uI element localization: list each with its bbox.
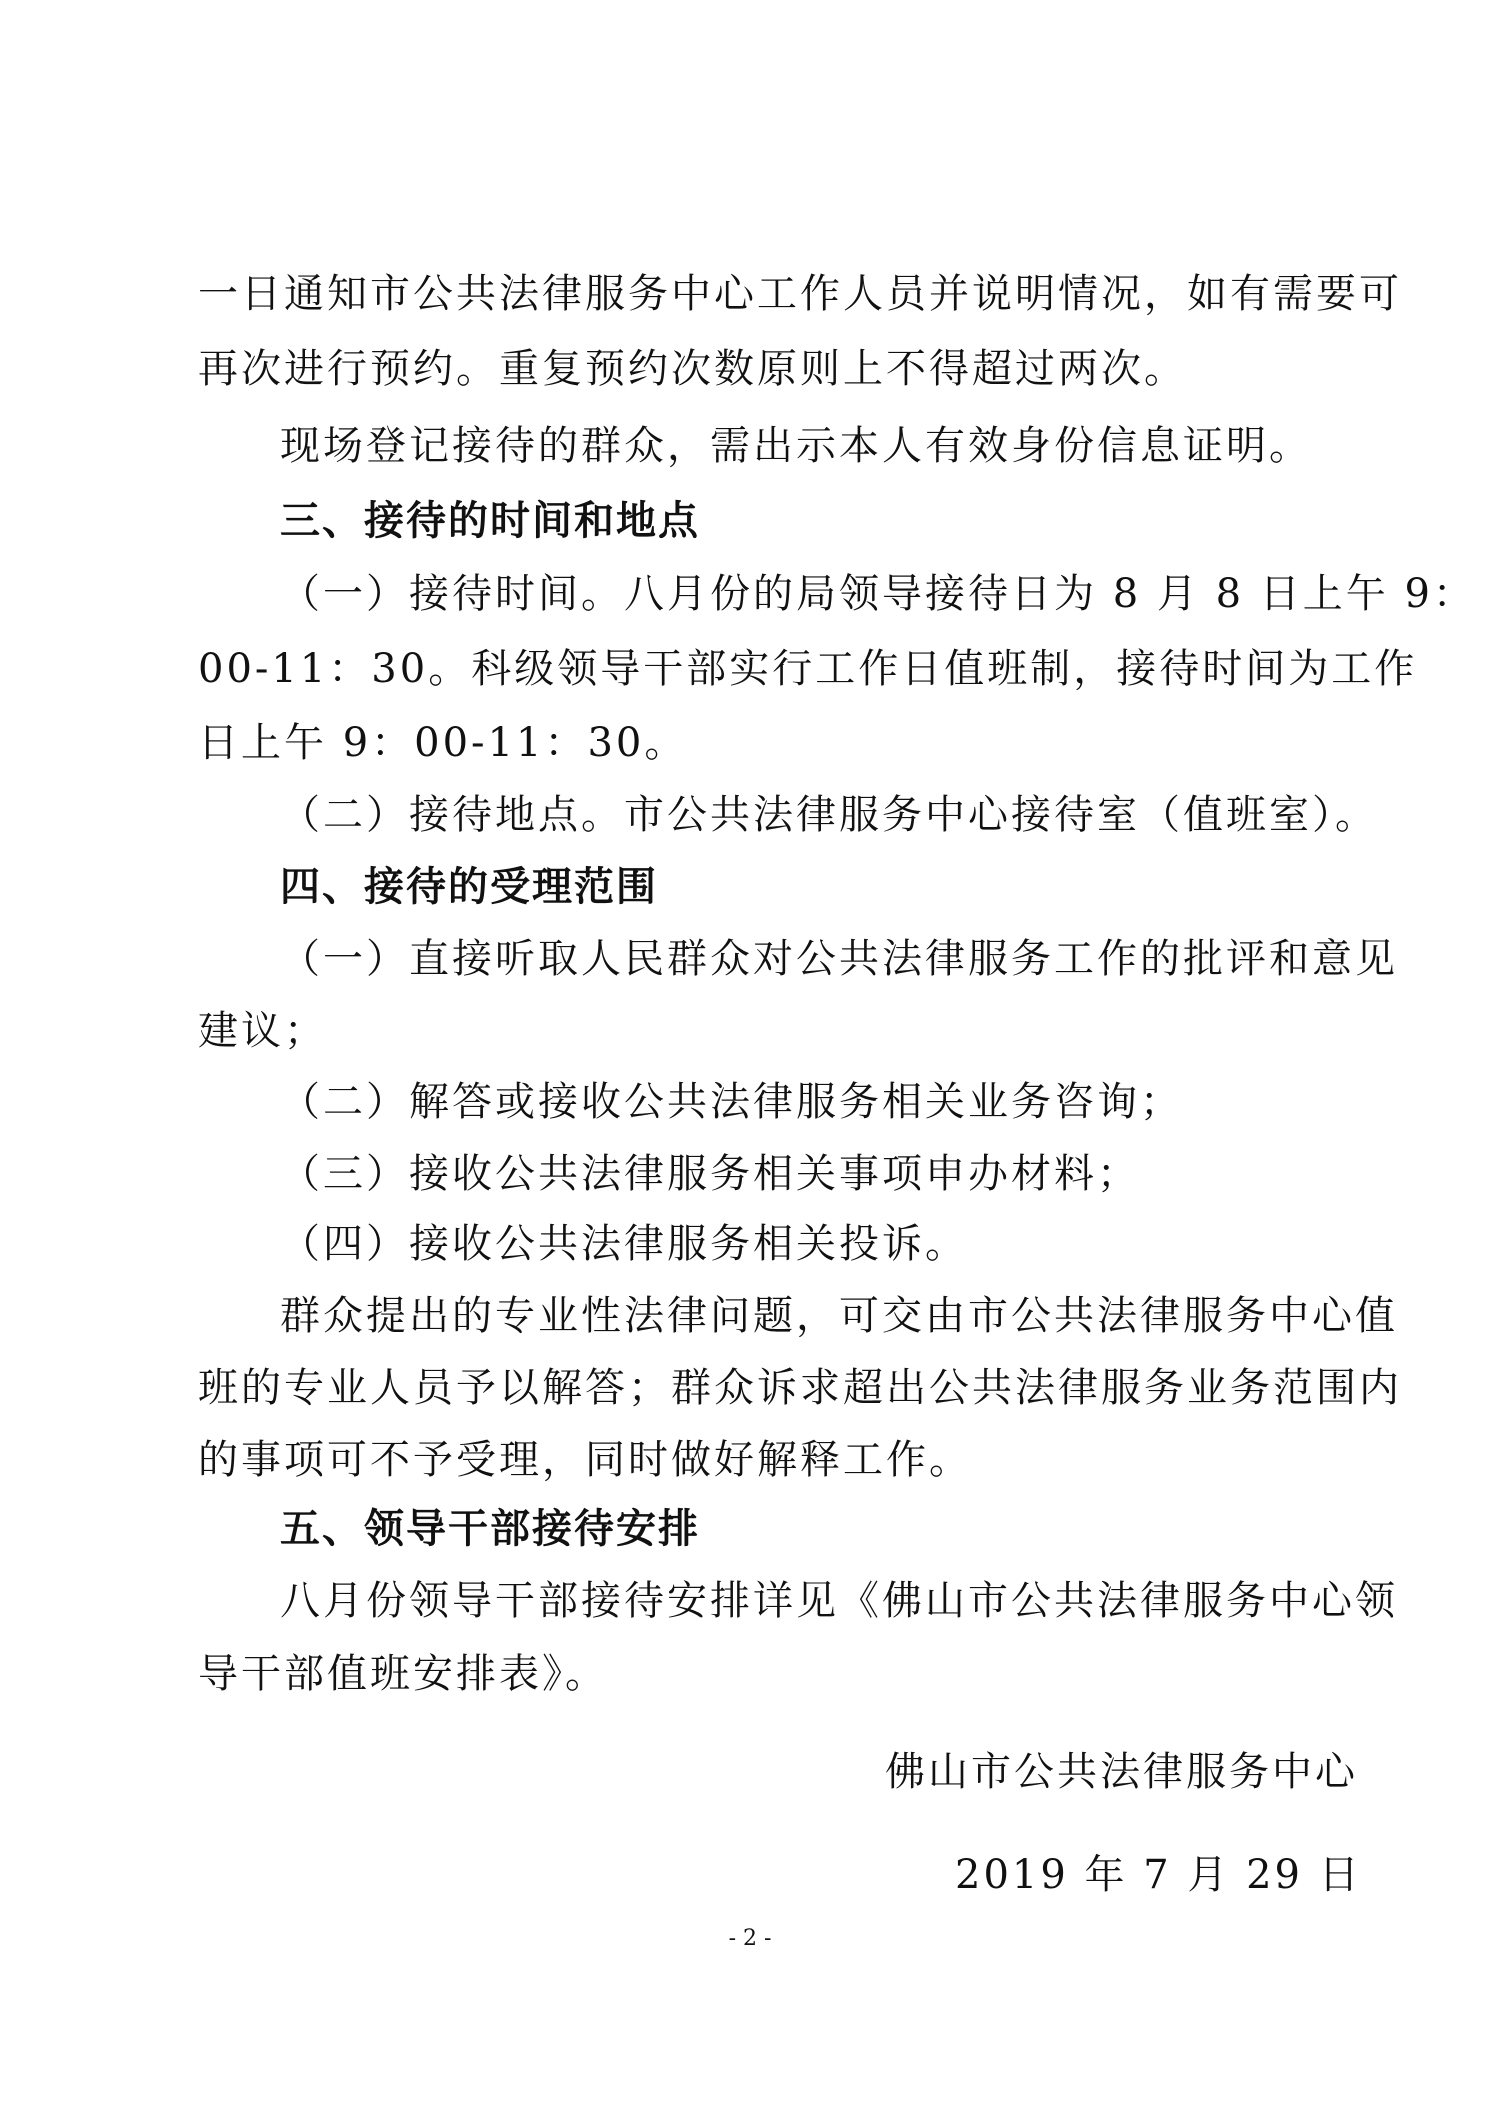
page-number: - 2 - bbox=[728, 1926, 772, 1951]
paragraph-line: 现场登记接待的群众，需出示本人有效身份信息证明。 bbox=[280, 423, 1312, 469]
section-heading: 五、领导干部接待安排 bbox=[280, 1506, 700, 1552]
section-heading: 四、接待的受理范围 bbox=[280, 864, 658, 910]
paragraph-line: 八月份领导干部接待安排详见《佛山市公共法律服务中心领 bbox=[280, 1578, 1398, 1624]
signature-organization: 佛山市公共法律服务中心 bbox=[885, 1749, 1358, 1795]
paragraph-line: 的事项可不予受理，同时做好解释工作。 bbox=[198, 1437, 972, 1483]
paragraph-line: （一）接待时间。八月份的局领导接待日为 8 月 8 日上午 9： bbox=[280, 571, 1476, 617]
paragraph-line: （二）接待地点。市公共法律服务中心接待室（值班室）。 bbox=[280, 792, 1378, 838]
list-item: （四）接收公共法律服务相关投诉。 bbox=[280, 1221, 968, 1267]
paragraph-line: 一日通知市公共法律服务中心工作人员并说明情况，如有需要可 bbox=[198, 271, 1402, 317]
list-item: （一）直接听取人民群众对公共法律服务工作的批评和意见 bbox=[280, 936, 1398, 982]
paragraph-line: 再次进行预约。重复预约次数原则上不得超过两次。 bbox=[198, 346, 1187, 392]
paragraph-line: 群众提出的专业性法律问题，可交由市公共法律服务中心值 bbox=[280, 1293, 1398, 1339]
list-item-continued: 建议； bbox=[198, 1008, 327, 1054]
signature-date: 2019 年 7 月 29 日 bbox=[955, 1852, 1362, 1898]
list-item: （二）解答或接收公共法律服务相关业务咨询； bbox=[280, 1079, 1183, 1125]
section-heading: 三、接待的时间和地点 bbox=[280, 498, 700, 544]
paragraph-line: 导干部值班安排表》。 bbox=[198, 1651, 608, 1697]
paragraph-line: 班的专业人员予以解答；群众诉求超出公共法律服务业务范围内 bbox=[198, 1365, 1402, 1411]
paragraph-line: 00-11：30。科级领导干部实行工作日值班制，接待时间为工作 bbox=[198, 646, 1418, 692]
paragraph-line: 日上午 9：00-11：30。 bbox=[198, 720, 688, 766]
list-item: （三）接收公共法律服务相关事项申办材料； bbox=[280, 1151, 1140, 1197]
